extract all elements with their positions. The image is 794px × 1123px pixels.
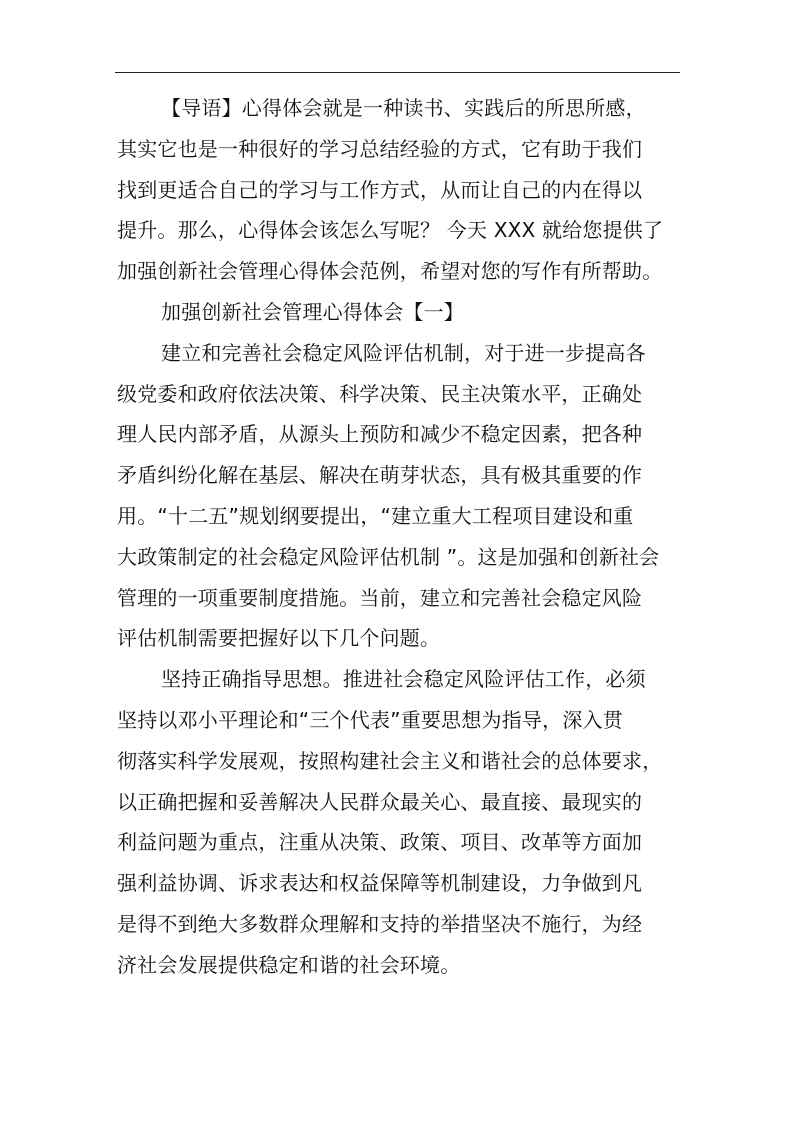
text-line: 彻落实科学发展观，按照构建社会主义和谐社会的总体要求， [117,748,663,773]
text-line: 加强创新社会管理心得体会范例，希望对您的写作有所帮助。 [117,259,663,284]
text-line: 评估机制需要把握好以下几个问题。 [117,626,441,651]
text-line: 矛盾纠纷化解在基层、解决在萌芽状态，具有极其重要的作 [117,463,643,488]
header-rule [115,72,680,73]
text-line: 强利益协调、诉求表达和权益保障等机制建设，力争做到凡 [117,871,643,896]
text-line: 管理的一项重要制度措施。当前，建立和完善社会稳定风险 [117,585,643,610]
intro-paragraph [117,88,679,292]
body-paragraph-1 [117,333,679,659]
text-line: 用。“十二五”规划纲要提出，“建立重大工程项目建设和重 [117,503,634,528]
text-line: 建立和完善社会稳定风险评估机制，对于进一步提高各 [161,340,646,365]
text-line: 坚持以邓小平理论和“三个代表”重要思想为指导，深入贯 [117,707,623,732]
text-line: 级党委和政府依法决策、科学决策、民主决策水平，正确处 [117,381,643,406]
section-title: 加强创新社会管理心得体会【一】 [161,299,464,324]
text-line: 以正确把握和妥善解决人民群众最关心、最直接、最现实的 [117,789,643,814]
text-line: 大政策制定的社会稳定风险评估机制 ”。这是加强和创新社会 [117,544,660,569]
text-line: 济社会发展提供稳定和谐的社会环境。 [117,952,461,977]
text-line: 坚持正确指导思想。推进社会稳定风险评估工作，必须 [161,667,646,692]
text-line: 利益问题为重点，注重从决策、政策、项目、改革等方面加 [117,830,643,855]
text-line: 理人民内部矛盾，从源头上预防和减少不稳定因素，把各种 [117,422,643,447]
text-line: 其实它也是一种很好的学习总结经验的方式，它有助于我们 [117,136,643,161]
text-line: 是得不到绝大多数群众理解和支持的举措坚决不施行，为经 [117,911,643,936]
text-line: 找到更适合自己的学习与工作方式，从而让自己的内在得以 [117,177,643,202]
body-paragraph-2 [117,659,679,985]
document-body [117,88,679,986]
text-line: 提升。那么，心得体会该怎么写呢？ 今天 XXX 就给您提供了 [117,218,664,243]
text-line: 【导语】心得体会就是一种读书、实践后的所思所感， [161,96,646,120]
